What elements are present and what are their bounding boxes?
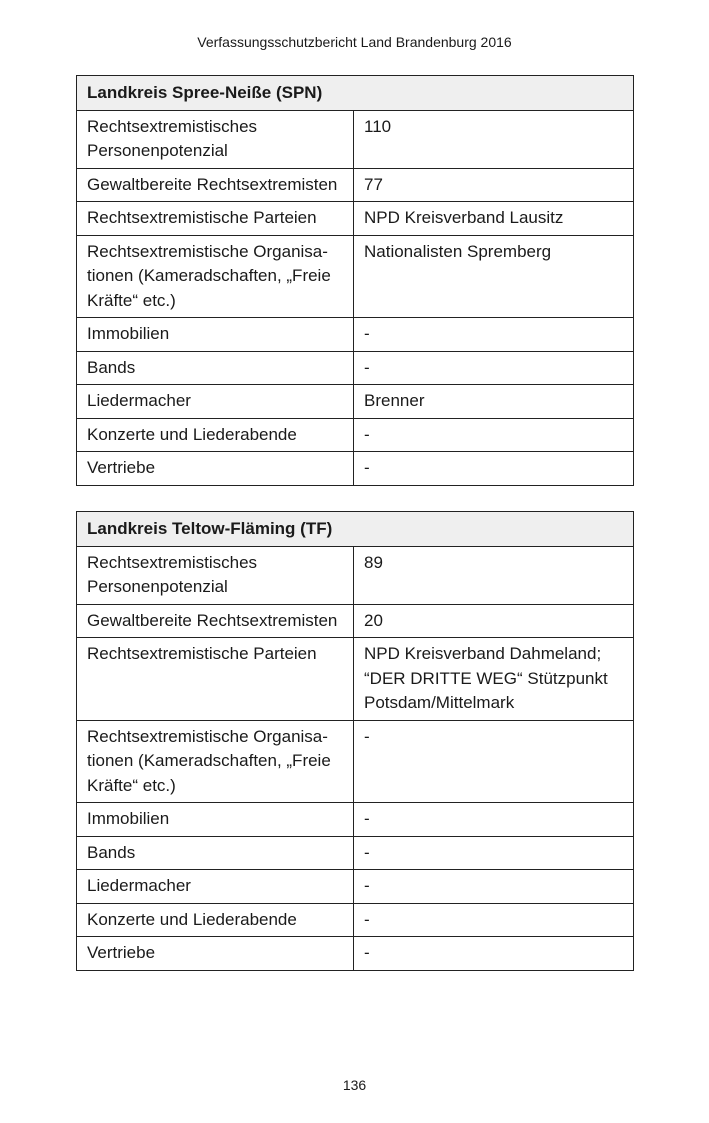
row-label: Immobilien [77,803,354,837]
table-row [77,903,634,937]
row-label: Rechtsextremistische Parteien [77,202,354,236]
row-label: Bands [77,351,354,385]
row-value: - [354,720,634,803]
row-value: Brenner [354,385,634,419]
table-row [77,418,634,452]
row-value: - [354,803,634,837]
row-label: Rechtsextremistische Organisa- tionen (Kameradschaften, „Freie Kräfte“ etc.) [77,720,354,803]
row-label: Rechtsextremistische Parteien [77,638,354,721]
row-value: Nationalisten Spremberg [354,235,634,318]
page-header: Verfassungsschutzbericht Land Brandenburg 2016 [197,34,512,50]
row-value: - [354,452,634,486]
district-table-tf [76,511,634,971]
table-row [77,235,634,318]
row-value: 77 [354,168,634,202]
table-row [77,452,634,486]
row-label: Immobilien [77,318,354,352]
row-value: NPD Kreisverband Dahmeland; “DER DRITTE WEG“ Stützpunkt Potsdam/Mittelmark [354,638,634,721]
table-row [77,110,634,168]
row-label: Liedermacher [77,385,354,419]
table-row [77,803,634,837]
row-label: Rechtsextremistische Organisa- tionen (Kameradschaften, „Freie Kräfte“ etc.) [77,235,354,318]
table-row [77,836,634,870]
table-row [77,870,634,904]
row-value: - [354,937,634,971]
row-value: - [354,351,634,385]
row-value: - [354,870,634,904]
table-row [77,385,634,419]
table-title: Landkreis Spree-Neiße (SPN) [77,76,634,111]
table-row [77,604,634,638]
row-value: - [354,903,634,937]
row-label: Rechtsextremistisches Personenpotenzial [77,546,354,604]
table-row [77,546,634,604]
row-label: Vertriebe [77,452,354,486]
row-label: Liedermacher [77,870,354,904]
district-table-spn [76,75,634,486]
row-value: - [354,836,634,870]
row-value: 20 [354,604,634,638]
table-row [77,318,634,352]
row-value: NPD Kreisverband Lausitz [354,202,634,236]
table-title: Landkreis Teltow-Fläming (TF) [77,512,634,547]
row-label: Konzerte und Liederabende [77,903,354,937]
table-row [77,202,634,236]
row-label: Vertriebe [77,937,354,971]
table-row [77,638,634,721]
row-value: - [354,318,634,352]
table-row [77,937,634,971]
table-row [77,720,634,803]
row-value: 110 [354,110,634,168]
row-label: Gewaltbereite Rechtsextremisten [77,604,354,638]
page-number: 136 [342,1077,367,1093]
row-label: Bands [77,836,354,870]
row-label: Rechtsextremistisches Personenpotenzial [77,110,354,168]
row-label: Gewaltbereite Rechtsextremisten [77,168,354,202]
row-value: - [354,418,634,452]
table-row [77,351,634,385]
row-value: 89 [354,546,634,604]
table-row [77,168,634,202]
row-label: Konzerte und Liederabende [77,418,354,452]
